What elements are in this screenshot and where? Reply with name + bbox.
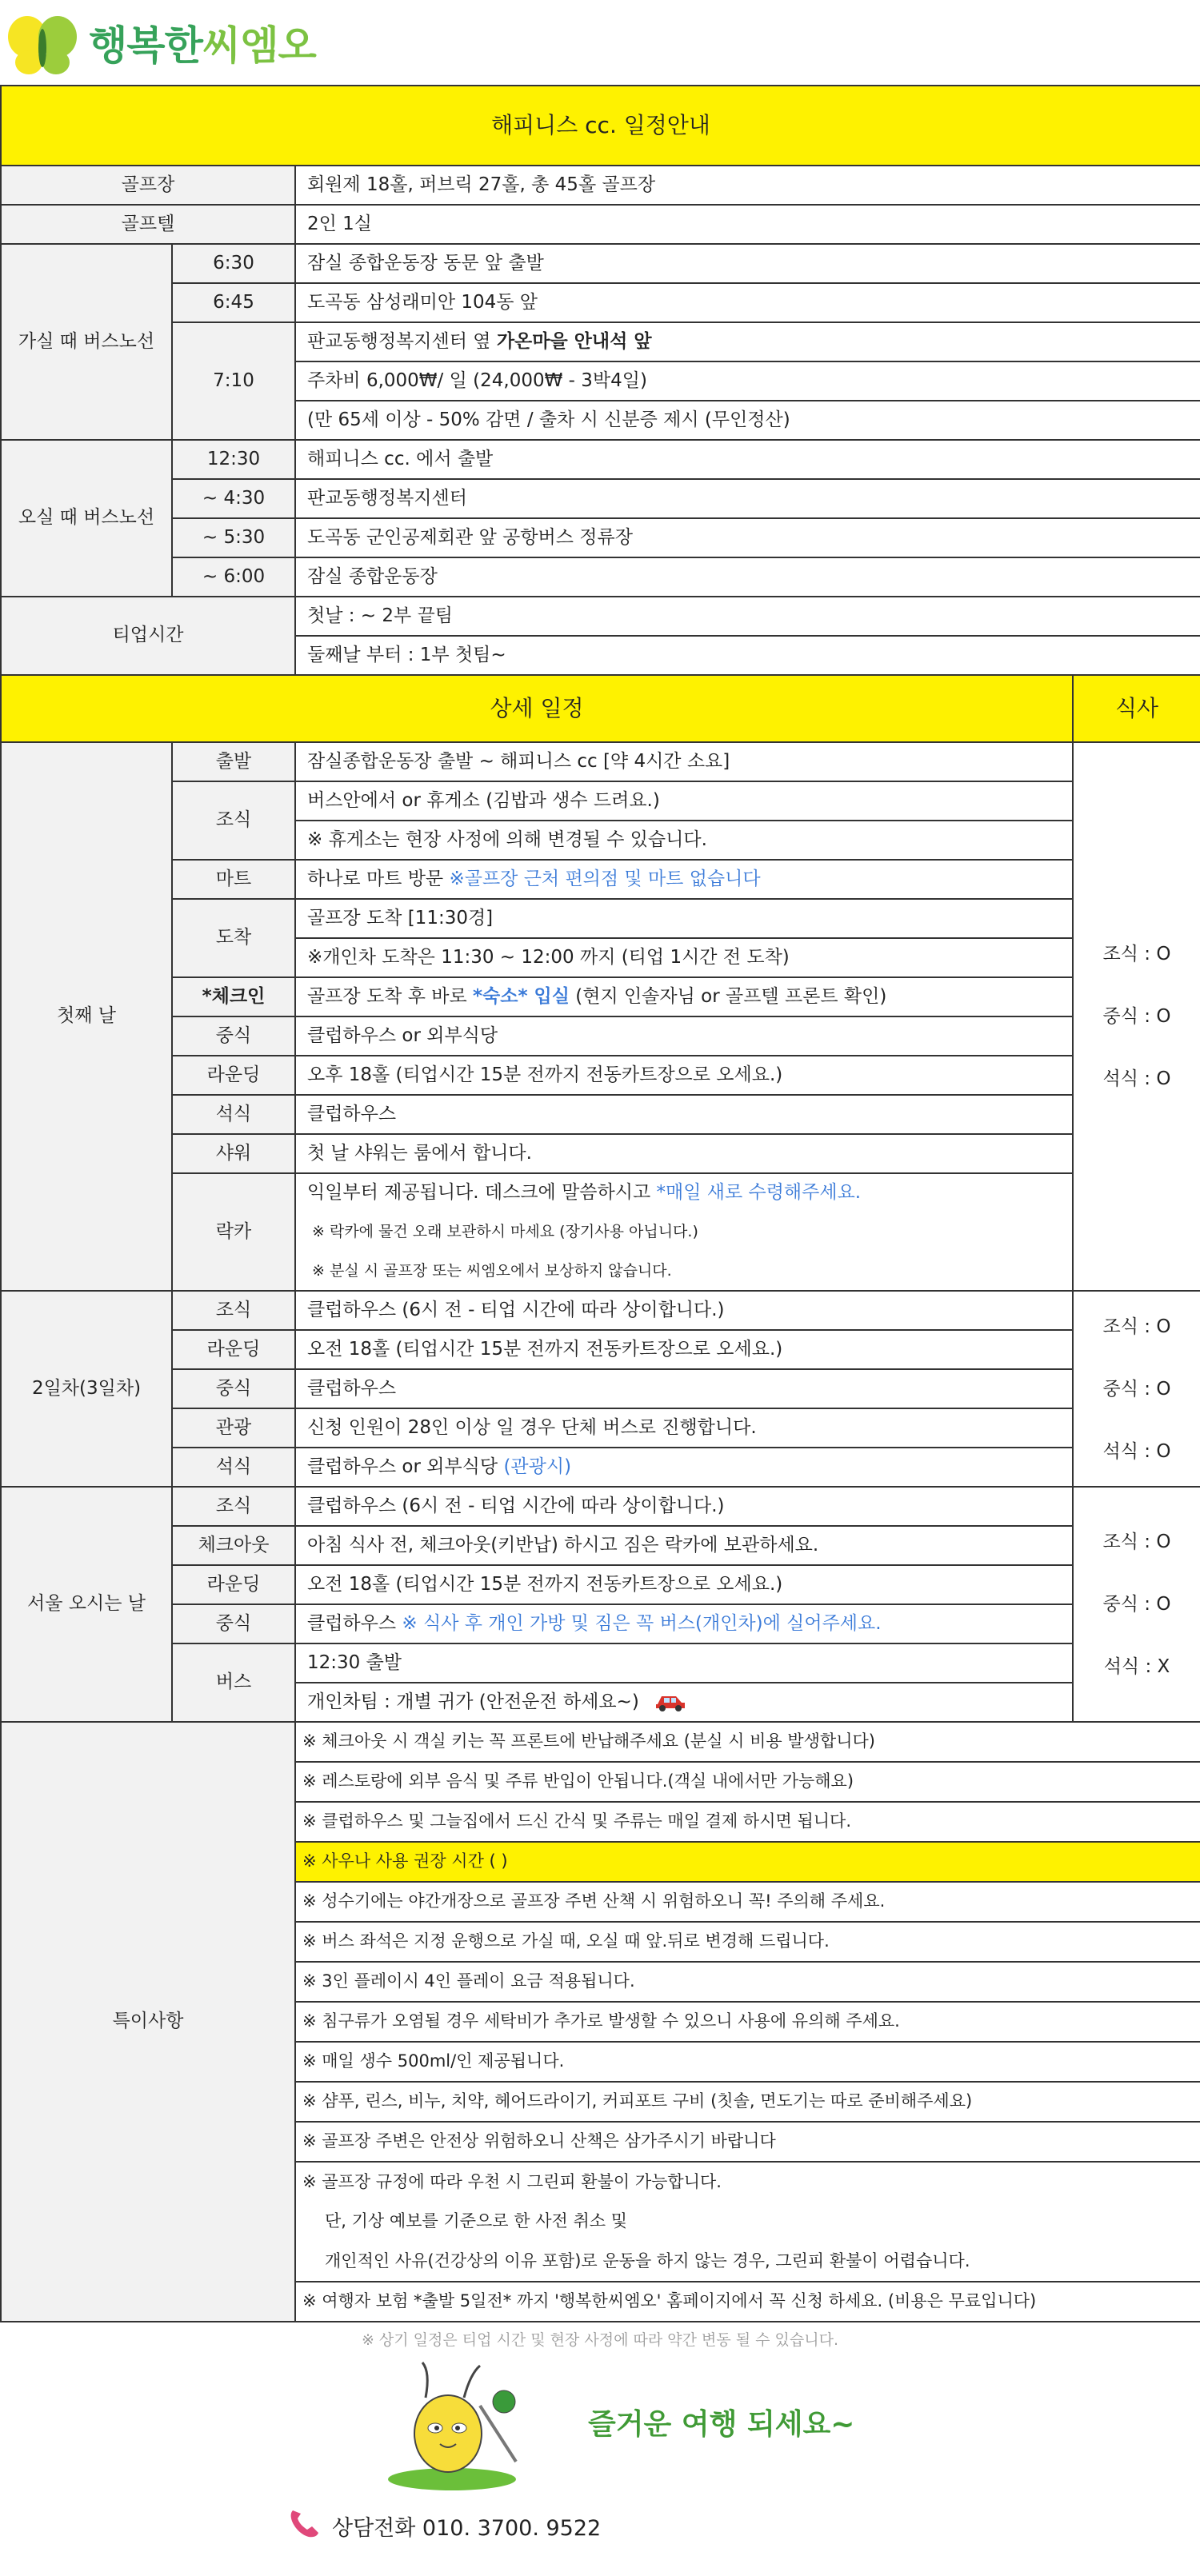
note-item: ※ 골프장 주변은 안전상 위험하오니 산책은 삼가주시기 바랍니다 <box>295 2122 1200 2162</box>
day3-round: 오전 18홀 (티업시간 15분 전까지 전동카트장으로 오세요.) <box>295 1565 1073 1604</box>
day1-mart-text: 하나로 마트 방문 <box>307 868 450 889</box>
back-time: ~ 5:30 <box>172 518 295 557</box>
day3-lunch-text: 클럽하우스 <box>307 1612 402 1634</box>
day1-label: 첫째 날 <box>1 742 172 1291</box>
day2-breakfast: 클럽하우스 (6시 전 - 티업 시간에 따라 상이합니다.) <box>295 1291 1073 1330</box>
car-icon <box>654 1691 686 1712</box>
day2-lunch: 클럽하우스 <box>295 1369 1073 1408</box>
parking-fee: 주차비 6,000₩/ 일 (24,000₩ - 3박4일) <box>295 361 1200 401</box>
day3-lunch <box>295 1604 1073 1643</box>
meal-dinner: 석식 : O <box>1102 1440 1171 1462</box>
day1-checkin-highlight: *숙소* 입실 <box>473 985 570 1007</box>
meal-lunch: 중식 : O <box>1102 1378 1171 1400</box>
page-title: 해피니스 cc. 일정안내 <box>491 112 710 139</box>
day3-bus-private <box>295 1683 1073 1722</box>
go-time: 7:10 <box>172 322 295 440</box>
back-place: 판교동행정복지센터 <box>295 479 1200 518</box>
day1-breakfast: 버스안에서 or 휴게소 (김밥과 생수 드려요.) <box>295 781 1073 821</box>
phone-icon <box>286 2507 322 2539</box>
day1-meals <box>1073 742 1200 1291</box>
mascot-illustration <box>376 2358 552 2494</box>
meal-breakfast: 조식 : O <box>1102 1316 1171 1337</box>
footer-note: ※ 상기 일정은 티업 시간 및 현장 사정에 따라 약간 변동 될 수 있습니다. <box>361 2331 839 2349</box>
note-item: ※ 성수기에는 야간개장으로 골프장 주변 산책 시 위험하오니 꼭! 주의해 주세요. <box>295 1882 1200 1922</box>
tee-first-day: 첫날 : ~ 2부 끝팀 <box>295 597 1200 636</box>
note-item: ※ 샴푸, 린스, 비누, 치약, 헤어드라이기, 커피포트 구비 (칫솔, 면도기는 따로 준비해주세요) <box>295 2082 1200 2122</box>
day1-checkin-note: (현지 인솔자님 or 골프텔 프론트 확인) <box>569 985 887 1007</box>
go-time: 6:45 <box>172 283 295 322</box>
note-item: ※ 클럽하우스 및 그늘집에서 드신 간식 및 주류는 매일 결제 하시면 됩니다. <box>295 1802 1200 1842</box>
detail-header: 상세 일정 <box>1 675 1073 742</box>
day1-mart-label: 마트 <box>172 860 295 899</box>
brand-name-a: 행복한 <box>89 22 202 69</box>
back-time: ~ 4:30 <box>172 479 295 518</box>
golf-label: 골프장 <box>1 166 295 205</box>
note-item: ※ 버스 좌석은 지정 운행으로 가실 때, 오실 때 앞.뒤로 변경해 드립니다. <box>295 1922 1200 1962</box>
day2-round-label: 라운딩 <box>172 1330 295 1369</box>
note-item: ※ 여행자 보험 *출발 5일전* 까지 '행복한씨엠오' 홈페이지에서 꼭 신청 하세요. (비용은 무료입니다) <box>295 2282 1200 2322</box>
day1-depart-label: 출발 <box>172 742 295 781</box>
day3-bus-label: 버스 <box>172 1643 295 1722</box>
tee-next-days: 둘째날 부터 : 1부 첫팀~ <box>295 636 1200 675</box>
day3-breakfast-label: 조식 <box>172 1487 295 1526</box>
go-place: 잠실 종합운동장 동문 앞 출발 <box>295 244 1200 283</box>
note-item: ※ 골프장 규정에 따라 우천 시 그린피 환불이 가능합니다. <box>295 2162 1200 2202</box>
day3-checkout-label: 체크아웃 <box>172 1526 295 1565</box>
note-item: ※ 체크아웃 시 객실 키는 꼭 프론트에 반납해주세요 (분실 시 비용 발생합니다) <box>295 1722 1200 1762</box>
schedule-table <box>0 85 1200 2322</box>
meal-dinner: 석식 : O <box>1102 1068 1171 1089</box>
day1-locker-note: ※ 락카에 물건 오래 보관하시 마세요 (장기사용 아닙니다.) <box>295 1212 1073 1252</box>
hotel-value: 2인 1실 <box>295 205 1200 244</box>
day1-dinner: 클럽하우스 <box>295 1095 1073 1134</box>
note-item: ※ 3인 플레이시 4인 플레이 요금 적용됩니다. <box>295 1962 1200 2002</box>
day3-meals <box>1073 1487 1200 1722</box>
go-place <box>295 322 1200 361</box>
day1-mart-note: ※골프장 근처 편의점 및 마트 없습니다 <box>449 868 761 889</box>
day3-breakfast: 클럽하우스 (6시 전 - 티업 시간에 따라 상이합니다.) <box>295 1487 1073 1526</box>
note-item-highlight: ※ 사우나 사용 권장 시간 ( ) <box>295 1842 1200 1882</box>
day1-lunch-label: 중식 <box>172 1016 295 1056</box>
day3-round-label: 라운딩 <box>172 1565 295 1604</box>
day3-label: 서울 오시는 날 <box>1 1487 172 1722</box>
parking-discount: (만 65세 이상 - 50% 감면 / 출차 시 신분증 제시 (무인정산) <box>295 401 1200 440</box>
day2-dinner <box>295 1448 1073 1487</box>
day1-breakfast-note: ※ 휴게소는 현장 사정에 의해 변경될 수 있습니다. <box>295 821 1073 860</box>
meal-header: 식사 <box>1073 675 1200 742</box>
day1-depart: 잠실종합운동장 출발 ~ 해피니스 cc [약 4시간 소요] <box>295 742 1073 781</box>
day2-round: 오전 18홀 (티업시간 15분 전까지 전동카트장으로 오세요.) <box>295 1330 1073 1369</box>
meal-breakfast: 조식 : O <box>1102 1532 1171 1552</box>
butterfly-icon <box>5 6 81 78</box>
day1-round: 오후 18홀 (티업시간 15분 전까지 전동카트장으로 오세요.) <box>295 1056 1073 1095</box>
day1-locker-text: 익일부터 제공됩니다. 데스크에 말씀하시고 <box>307 1182 657 1204</box>
go-time: 6:30 <box>172 244 295 283</box>
back-time: ~ 6:00 <box>172 557 295 597</box>
go-place-landmark: 가온마을 안내석 앞 <box>496 330 652 352</box>
day1-locker-label: 락카 <box>172 1173 295 1291</box>
meal-breakfast: 조식 : O <box>1102 944 1171 965</box>
day2-meals <box>1073 1291 1200 1487</box>
day1-locker-note: ※ 분실 시 골프장 또는 씨엠오에서 보상하지 않습니다. <box>295 1252 1073 1291</box>
day2-tour: 신청 인원이 28인 이상 일 경우 단체 버스로 진행합니다. <box>295 1408 1073 1448</box>
tee-label: 티업시간 <box>1 597 295 675</box>
brand-name-b: 씨엠오 <box>202 22 316 69</box>
note-item: ※ 레스토랑에 외부 음식 및 주류 반입이 안됩니다.(객실 내에서만 가능해요) <box>295 1762 1200 1802</box>
day1-checkin <box>295 977 1073 1016</box>
brand-logo <box>0 0 1200 85</box>
meal-dinner: 석식 : X <box>1103 1656 1170 1677</box>
notes-label: 특이사항 <box>1 1722 295 2322</box>
day1-breakfast-label: 조식 <box>172 781 295 860</box>
title-banner <box>1 86 1200 166</box>
note-item: ※ 매일 생수 500ml/인 제공됩니다. <box>295 2042 1200 2082</box>
back-place: 도곡동 군인공제회관 앞 공항버스 정류장 <box>295 518 1200 557</box>
note-item-cont: 개인적인 사유(건강상의 이유 포함)로 운동을 하지 않는 경우, 그린피 환불이 어렵습니다. <box>295 2242 1200 2282</box>
day1-round-label: 라운딩 <box>172 1056 295 1095</box>
day3-bus-depart: 12:30 출발 <box>295 1643 1073 1683</box>
day2-breakfast-label: 조식 <box>172 1291 295 1330</box>
contact-section <box>0 2498 1200 2554</box>
day1-dinner-label: 석식 <box>172 1095 295 1134</box>
day2-lunch-label: 중식 <box>172 1369 295 1408</box>
note-item: ※ 침구류가 오염될 경우 세탁비가 추가로 발생할 수 있으니 사용에 유의해 주세요. <box>295 2002 1200 2042</box>
meal-lunch: 중식 : O <box>1102 1006 1171 1027</box>
back-place: 잠실 종합운동장 <box>295 557 1200 597</box>
hotel-label: 골프텔 <box>1 205 295 244</box>
meal-lunch: 중식 : O <box>1102 1594 1171 1615</box>
golf-value: 회원제 18홀, 퍼브릭 27홀, 총 45홀 골프장 <box>295 166 1200 205</box>
day1-checkin-label: *체크인 <box>172 977 295 1016</box>
day3-lunch-label: 중식 <box>172 1604 295 1643</box>
day1-locker-highlight: *매일 새로 수령해주세요. <box>656 1182 862 1204</box>
back-place: 해피니스 cc. 에서 출발 <box>295 440 1200 479</box>
day3-lunch-note: ※ 식사 후 개인 가방 및 짐은 꼭 버스(개인차)에 실어주세요. <box>402 1612 882 1634</box>
day2-label: 2일차(3일차) <box>1 1291 172 1487</box>
day2-dinner-note: (관광시) <box>503 1456 572 1477</box>
go-bus-label: 가실 때 버스노선 <box>1 244 172 440</box>
day3-bus-private-text: 개인차팀 : 개별 귀가 (안전운전 하세요~) <box>307 1691 639 1712</box>
go-place-text: 판교동행정복지센터 옆 <box>307 330 497 352</box>
cheer-message: 즐거운 여행 되세요~ <box>588 2408 855 2441</box>
day1-shower: 첫 날 샤워는 룸에서 합니다. <box>295 1134 1073 1173</box>
day1-lunch: 클럽하우스 or 외부식당 <box>295 1016 1073 1056</box>
day1-arrive-note: ※개인차 도착은 11:30 ~ 12:00 까지 (티업 1시간 전 도착) <box>295 938 1073 977</box>
day1-checkin-text: 골프장 도착 후 바로 <box>307 985 473 1007</box>
day2-dinner-label: 석식 <box>172 1448 295 1487</box>
go-place: 도곡동 삼성래미안 104동 앞 <box>295 283 1200 322</box>
back-time: 12:30 <box>172 440 295 479</box>
back-bus-label: 오실 때 버스노선 <box>1 440 172 597</box>
contact-phone[interactable]: 상담전화 010. 3700. 9522 <box>332 2516 602 2541</box>
day1-mart <box>295 860 1073 899</box>
day1-arrive-label: 도착 <box>172 899 295 977</box>
day1-shower-label: 샤워 <box>172 1134 295 1173</box>
day1-locker <box>295 1173 1073 1212</box>
mascot-section <box>0 2358 1200 2498</box>
note-item-cont: 단, 기상 예보를 기준으로 한 사전 취소 및 <box>295 2202 1200 2242</box>
day1-arrive: 골프장 도착 [11:30경] <box>295 899 1073 938</box>
day2-tour-label: 관광 <box>172 1408 295 1448</box>
day3-checkout: 아침 식사 전, 체크아웃(키반납) 하시고 짐은 락카에 보관하세요. <box>295 1526 1073 1565</box>
day2-dinner-text: 클럽하우스 or 외부식당 <box>307 1456 504 1477</box>
